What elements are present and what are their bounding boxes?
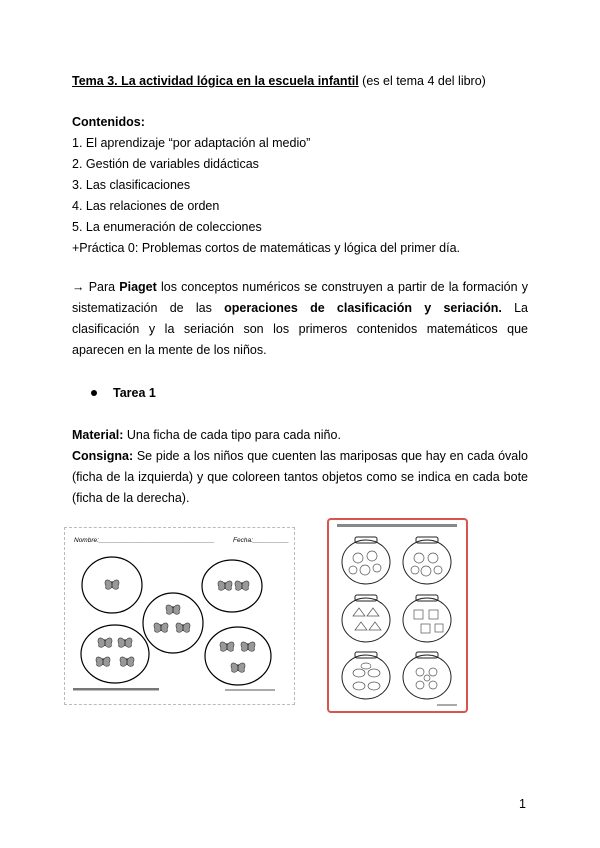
- date-label: Fecha: [233, 537, 252, 544]
- butterfly-icon: [118, 638, 132, 647]
- butterfly-icon: [220, 642, 234, 651]
- contents-item: 1. El aprendizaje “por adaptación al medio”: [72, 136, 311, 150]
- name-label: Nombre: [74, 537, 98, 544]
- consigna-text: Se pide a los niños que cuenten las mariposas que hay en cada óvalo (ficha de la izquierda) y que coloreen tantos objetos como se indica en cada bote (ficha de la derecha).: [72, 449, 528, 505]
- task-bullet: [91, 385, 156, 401]
- bullet-icon: [91, 390, 97, 396]
- butterfly-icon: [235, 581, 249, 590]
- material-text: Una ficha de cada tipo para cada niño.: [126, 428, 341, 442]
- date-field-label: Fecha:__________: [233, 537, 290, 544]
- butterfly-icon: [176, 623, 190, 632]
- material-paragraph: [72, 425, 528, 446]
- consigna-paragraph: [72, 446, 528, 509]
- contents-item: 5. La enumeración de colecciones: [72, 220, 262, 234]
- arrow-glyph: →: [72, 280, 85, 294]
- task-label: Tarea 1: [113, 386, 156, 400]
- jars-drawing: [329, 520, 466, 711]
- contents-item: 3. Las clasificaciones: [72, 178, 191, 192]
- page-title: Tema 3. La actividad lógica en la escuela infantil: [72, 74, 359, 88]
- material-label: Material:: [72, 428, 124, 442]
- contents-item: +Práctica 0: Problemas cortos de matemáticas y lógica del primer día.: [72, 241, 461, 255]
- consigna-label: Consigna:: [72, 449, 134, 463]
- paragraph-text: La clasificación y la seriación son los primeros contenidos matemáticos que aparecen en la mente de los niños.: [72, 301, 528, 357]
- butterfly-icon: [105, 580, 119, 589]
- piaget-name: Piaget: [119, 280, 157, 294]
- title-line: [72, 73, 486, 89]
- butterfly-icon: [241, 642, 255, 651]
- contents-item: 2. Gestión de variables didácticas: [72, 157, 259, 171]
- piaget-paragraph: [72, 277, 528, 361]
- worksheet-jars-image: [327, 518, 468, 713]
- butterfly-icon: [96, 657, 110, 666]
- butterfly-icon: [98, 638, 112, 647]
- butterfly-icon: [154, 623, 168, 632]
- operations-emphasis: operaciones de clasificación y seriación.: [224, 301, 502, 315]
- butterfly-icon: [166, 605, 180, 614]
- paragraph-text: los conceptos numéricos se construyen a partir de la formación y sistematización de las: [72, 280, 528, 315]
- paragraph-text: Para: [88, 280, 116, 294]
- contents-item: 4. Las relaciones de orden: [72, 199, 220, 213]
- ovals-drawing: [65, 528, 294, 704]
- page-number: 1: [519, 797, 526, 811]
- worksheet-butterflies-image: [64, 527, 295, 705]
- name-field-label: Nombre:________________________________: [74, 537, 215, 544]
- butterfly-icon: [120, 657, 134, 666]
- contents-heading: Contenidos:: [72, 115, 145, 129]
- butterfly-icon: [231, 663, 245, 672]
- title-note: (es el tema 4 del libro): [362, 74, 486, 88]
- butterfly-icon: [218, 581, 232, 590]
